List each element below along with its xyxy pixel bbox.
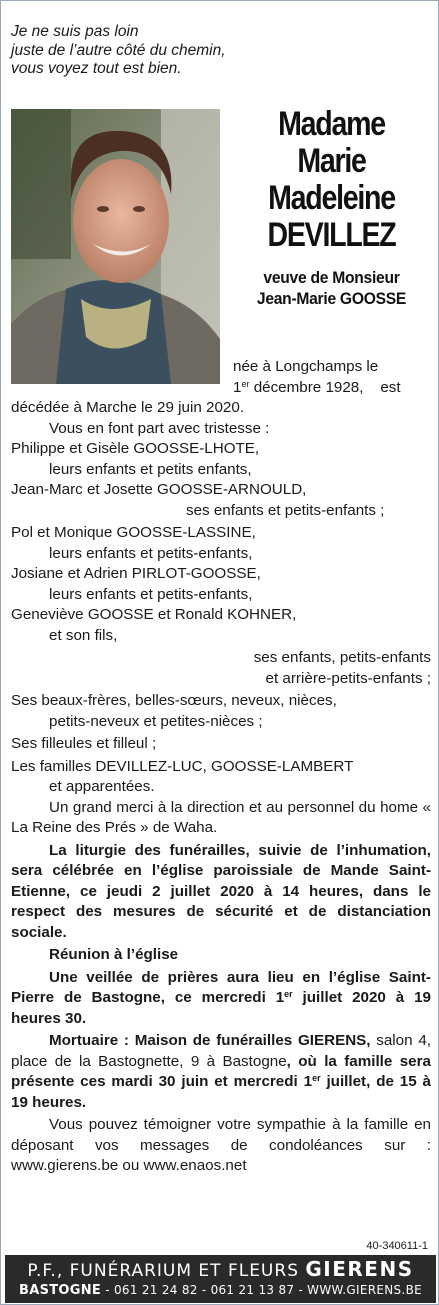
family-line: et son fils, bbox=[49, 626, 118, 644]
birth-line-1: née à Longchamps le bbox=[233, 358, 379, 375]
birth-line-2 bbox=[11, 378, 431, 399]
banner-city: BASTOGNE bbox=[19, 1283, 102, 1298]
family-line: leurs enfants et petits enfants, bbox=[49, 460, 252, 478]
mortuary-paragraph bbox=[11, 1031, 431, 1113]
poem-line: Je ne suis pas loin bbox=[11, 23, 139, 40]
widow-line: veuve de Monsieur bbox=[263, 268, 400, 287]
poem-line: juste de l’autre côté du chemin, bbox=[11, 41, 226, 59]
name-last: DEVILLEZ bbox=[267, 216, 396, 254]
mortuary-hours: juillet, de 15 à 19 heures. bbox=[11, 1073, 431, 1111]
banner-line-2 bbox=[5, 1282, 436, 1299]
mortuary-visit: , où la famille sera présente ces mardi 30 juin et mercredi 1 bbox=[11, 1052, 431, 1090]
reunion-heading: Réunion à l’église bbox=[49, 946, 179, 963]
portrait-photo bbox=[11, 109, 220, 384]
name-middle: Madeleine bbox=[268, 179, 395, 217]
birth-rest: décembre 1928, est bbox=[249, 378, 401, 396]
birth-day: 1 bbox=[233, 378, 242, 396]
widow-of bbox=[232, 267, 432, 309]
thanks-paragraph: Un grand merci à la direction et au personnel du home « La Reine des Prés » de Waha. bbox=[11, 798, 431, 836]
liturgy-paragraph: La liturgie des funérailles, suivie de l’inhumation, sera célébrée en l’église paroissiale de Mande Saint-Etienne, ce jeudi 2 juillet 2020 à 14 heures, dans le respect des mesures de sécurité et de distanciation sociale. bbox=[11, 841, 431, 941]
poem-line: vous voyez tout est bien. bbox=[11, 60, 182, 77]
banner-line-1 bbox=[5, 1258, 436, 1282]
mortuary-address: salon 4, place de la Bastognette, 9 à Bastogne bbox=[11, 1032, 431, 1070]
birth-day-suffix: er bbox=[241, 378, 250, 389]
announce-text: Vous en font part avec tristesse : bbox=[49, 419, 270, 437]
widow-line: Jean-Marie GOOSSE bbox=[256, 289, 407, 308]
funeral-home-banner bbox=[5, 1255, 436, 1303]
deceased-name bbox=[223, 106, 439, 309]
vigil-text-end: juillet 2020 à 19 heures 30. bbox=[11, 989, 431, 1027]
poem bbox=[11, 23, 431, 79]
family-line: Geneviève GOOSSE et Ronald KOHNER, bbox=[11, 606, 297, 623]
banner-contact: - 061 21 24 82 - 061 21 13 87 - WWW.GIERENS.BE bbox=[101, 1283, 422, 1297]
family-line: ses enfants, petits-enfants bbox=[253, 649, 431, 666]
portrait-image bbox=[11, 109, 220, 384]
family-line: et arrière-petits-enfants ; bbox=[265, 669, 431, 687]
vigil-text: Une veillée de prières aura lieu en l’église Saint-Pierre de Bastogne, ce mercredi 1 bbox=[11, 968, 431, 1006]
family-line: Ses filleules et filleul ; bbox=[11, 735, 157, 752]
family-line: Les familles DEVILLEZ-LUC, GOOSSE-LAMBERT bbox=[11, 757, 354, 775]
mortuary-day-suffix: er bbox=[312, 1073, 321, 1083]
family-line: leurs enfants et petits-enfants, bbox=[49, 585, 253, 603]
name-first: Marie bbox=[297, 142, 366, 180]
family-line: ses enfants et petits-enfants ; bbox=[186, 501, 385, 519]
sympathy-paragraph: Vous pouvez témoigner votre sympathie à la famille en déposant vos messages de condoléances sur : www.gierens.be ou www.enaos.net bbox=[11, 1116, 431, 1174]
death-line: décédée à Marche le 29 juin 2020. bbox=[11, 399, 245, 416]
vigil-day-suffix: er bbox=[284, 989, 293, 999]
family-line: Jean-Marc et Josette GOOSSE-ARNOULD, bbox=[11, 481, 307, 498]
family-line: Pol et Monique GOOSSE-LASSINE, bbox=[11, 524, 256, 541]
notice-body bbox=[11, 357, 431, 1177]
family-line: Josiane et Adrien PIRLOT-GOOSSE, bbox=[11, 565, 261, 582]
reference-number: 40-340611-1 bbox=[366, 1240, 428, 1252]
banner-services: P.F., FUNÉRARIUM ET FLEURS bbox=[27, 1261, 306, 1281]
name-title: Madame bbox=[278, 105, 385, 143]
vigil-paragraph bbox=[11, 968, 431, 1030]
banner-brand: GIERENS bbox=[305, 1257, 414, 1281]
family-line: Ses beaux-frères, belles-sœurs, neveux, nièces, bbox=[11, 692, 337, 709]
mortuary-label: Mortuaire : Maison de funérailles GIERENS, bbox=[49, 1032, 371, 1049]
family-line: petits-neveux et petites-nièces ; bbox=[49, 712, 263, 730]
family-line: et apparentées. bbox=[49, 778, 155, 795]
family-line: Philippe et Gisèle GOOSSE-LHOTE, bbox=[11, 440, 260, 457]
family-line: leurs enfants et petits-enfants, bbox=[49, 544, 253, 562]
